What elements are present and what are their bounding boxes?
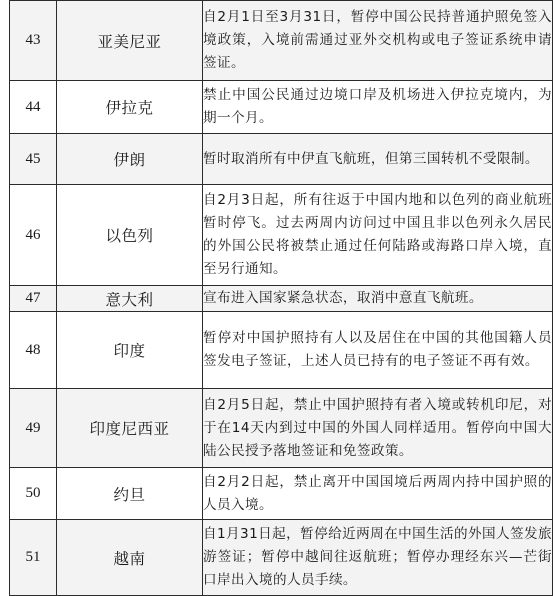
table-row (10, 312, 553, 389)
row-number: 49 (10, 389, 57, 468)
table-row (10, 185, 553, 286)
row-number: 48 (10, 312, 57, 389)
country-name: 伊拉克 (57, 81, 203, 134)
measure-text: 暂时取消所有中伊直飞航班，但第三国转机不受限制。 (203, 134, 553, 185)
country-name: 亚美尼亚 (57, 1, 203, 81)
measure-text: 自2月2日起，禁止离开中国国境后两周内持中国护照的人员入境。 (203, 468, 553, 520)
measure-text: 自2月3日起，所有往返于中国内地和以色列的商业航班暂时停飞。过去两周内访问过中国且非以色列永久居民的外国公民将被禁止通过任何陆路或海路口岸入境，直至另行通知。 (203, 185, 553, 286)
table-row (10, 134, 553, 185)
table-row (10, 1, 553, 81)
row-number: 45 (10, 134, 57, 185)
row-number: 46 (10, 185, 57, 286)
table-row (10, 286, 553, 312)
measure-text: 暂停对中国护照持有人以及居住在中国的其他国籍人员签发电子签证，上述人员已持有的电子签证不再有效。 (203, 312, 553, 389)
country-name: 越南 (57, 520, 203, 596)
row-number: 47 (10, 286, 57, 312)
country-name: 以色列 (57, 185, 203, 286)
row-number: 51 (10, 520, 57, 596)
country-name: 印度 (57, 312, 203, 389)
country-name: 伊朗 (57, 134, 203, 185)
table-row (10, 520, 553, 596)
measure-text: 自2月1日至3月31日，暂停中国公民持普通护照免签入境政策，入境前需通过亚外交机构或电子签证系统申请签证。 (203, 1, 553, 81)
measure-text: 自1月31日起，暂停给近两周在中国生活的外国人签发旅游签证；暂停中越间往返航班；暂停办理经东兴—芒街口岸出入境的人员手续。 (203, 520, 553, 596)
row-number: 44 (10, 81, 57, 134)
travel-restriction-table (9, 0, 553, 596)
table-row (10, 81, 553, 134)
table-row (10, 468, 553, 520)
row-number: 50 (10, 468, 57, 520)
country-name: 印度尼西亚 (57, 389, 203, 468)
measure-text: 宣布进入国家紧急状态，取消中意直飞航班。 (203, 286, 553, 312)
measure-text: 禁止中国公民通过边境口岸及机场进入伊拉克境内，为期一个月。 (203, 81, 553, 134)
country-name: 约旦 (57, 468, 203, 520)
country-name: 意大利 (57, 286, 203, 312)
table-row (10, 389, 553, 468)
row-number: 43 (10, 1, 57, 81)
measure-text: 自2月5日起，禁止中国护照持有者入境或转机印尼，对于在14天内到过中国的外国人同样适用。暂停向中国大陆公民授予落地签证和免签政策。 (203, 389, 553, 468)
